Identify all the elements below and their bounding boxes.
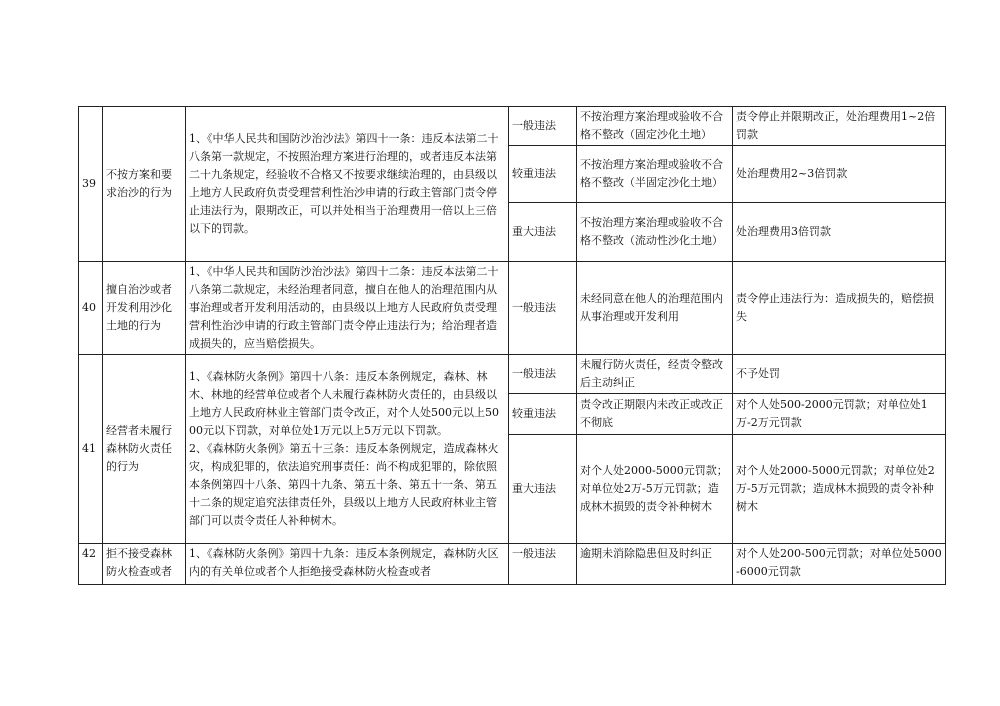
violation-condition: 逾期未消除隐患但及时纠正 [577,544,733,585]
violation-name: 不按方案和要求治沙的行为 [103,107,186,262]
item-number: 41 [79,355,103,544]
violation-level: 重大违法 [509,203,577,262]
violation-condition: 不按治理方案治理或验收不合格不整改（半固定沙化土地） [577,146,733,203]
penalty-standard: 对个人处200-500元罚款；对单位处5000-6000元罚款 [733,544,946,585]
penalty-standard: 不予处罚 [733,355,946,394]
item-number: 40 [79,262,103,355]
violation-level: 一般违法 [509,355,577,394]
penalty-table [78,106,946,585]
violation-name: 拒不接受森林防火检查或者 [103,544,186,585]
table-row [79,262,946,355]
violation-condition: 未经同意在他人的治理范围内从事治理或开发利用 [577,262,733,355]
violation-level: 重大违法 [509,435,577,544]
penalty-standard: 责令停止违法行为：造成损失的，赔偿损失 [733,262,946,355]
violation-condition: 对个人处2000-5000元罚款；对单位处2万-5万元罚款；造成林木损毁的责令补种树木 [577,435,733,544]
violation-condition: 未履行防火责任，经责令整改后主动纠正 [577,355,733,394]
violation-level: 较重违法 [509,394,577,435]
violation-name: 经营者未履行森林防火责任的行为 [103,355,186,544]
penalty-standard: 处治理费用3倍罚款 [733,203,946,262]
item-number: 42 [79,544,103,585]
legal-basis: 1、《中华人民共和国防沙治沙法》第四十一条：违反本法第二十八条第一款规定，不按照治理方案进行治理的，或者违反本法第二十九条规定，经验收不合格又不按要求继续治理的，由县级以上地方人民政府负责受理营利性治沙申请的行政主管部门责令停止违法行为，限期改正，可以并处相当于治理费用一倍以上三倍以下的罚款。 [186,107,509,262]
penalty-standard: 对个人处2000-5000元罚款；对单位处2万-5万元罚款；造成林木损毁的责令补种树木 [733,435,946,544]
legal-basis [186,355,509,544]
item-number: 39 [79,107,103,262]
violation-condition: 不按治理方案治理或验收不合格不整改（流动性沙化土地） [577,203,733,262]
violation-level: 一般违法 [509,107,577,146]
violation-condition: 责令改正期限内未改正或改正不彻底 [577,394,733,435]
table-row [79,355,946,394]
penalty-standard: 责令停止并限期改正，处治理费用1~2倍罚款 [733,107,946,146]
table-row [79,107,946,146]
penalty-standard: 处治理费用2~3倍罚款 [733,146,946,203]
violation-level: 较重违法 [509,146,577,203]
legal-basis: 1、《森林防火条例》第四十九条：违反本条例规定，森林防火区内的有关单位或者个人拒绝接受森林防火检查或者 [186,544,509,585]
violation-level: 一般违法 [509,544,577,585]
penalty-standard: 对个人处500-2000元罚款；对单位处1万-2万元罚款 [733,394,946,435]
legal-basis-clause: 1、《森林防火条例》第四十八条：违反本条例规定，森林、林木、林地的经营单位或者个人未履行森林防火责任的，由县级以上地方人民政府林业主管部门责令改正，对个人处500元以上5000元以下罚款，对单位处1万元以上5万元以下罚款。 [189,370,499,437]
violation-level: 一般违法 [509,262,577,355]
table-row [79,544,946,585]
violation-name: 擅自治沙或者开发利用沙化土地的行为 [103,262,186,355]
violation-condition: 不按治理方案治理或验收不合格不整改（固定沙化土地） [577,107,733,146]
legal-basis: 1、《中华人民共和国防沙治沙法》第四十二条：违反本法第二十八条第二款规定，未经治理者同意，擅自在他人的治理范围内从事治理或者开发利用活动的，由县级以上地方人民政府负责受理营利性治沙申请的行政主管部门责令停止违法行为；给治理者造成损失的，应当赔偿损失。 [186,262,509,355]
legal-basis-clause: 2、《森林防火条例》第五十三条：违反本条例规定，造成森林火灾，构成犯罪的，依法追究刑事责任：尚不构成犯罪的，除依照本条例第四十八条、第四十九条、第五十条、第五十一条、第五十二条的规定追究法律责任外，县级以上地方人民政府林业主管部门可以责令责任人补种树木。 [189,442,499,527]
